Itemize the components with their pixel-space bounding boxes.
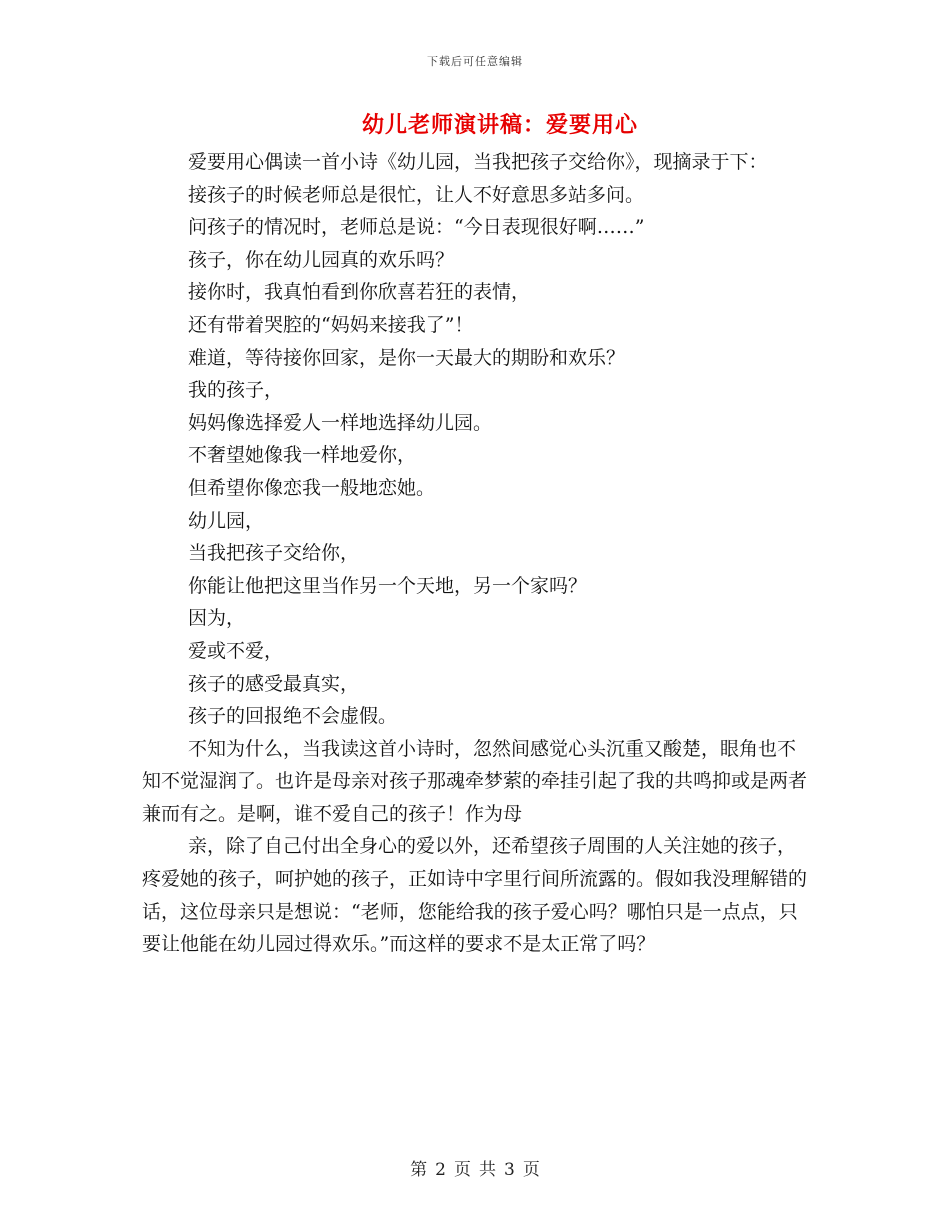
footer-total-pages: 3 xyxy=(504,1160,515,1180)
poem-line: 不奢望她像我一样地爱你， xyxy=(188,444,417,467)
page-footer xyxy=(0,1155,950,1180)
poem-line: 你能让他把这里当作另一个天地，另一个家吗？ xyxy=(188,574,588,597)
poem-line: 孩子的感受最真实， xyxy=(188,672,360,695)
poem-line: 但希望你像恋我一般地恋她。 xyxy=(188,476,436,499)
poem-line: 妈妈像选择爱人一样地选择幼儿园。 xyxy=(188,411,493,434)
intro-paragraph: 爱要用心偶读一首小诗《幼儿园，当我把孩子交给你》，现摘录于下： xyxy=(188,151,768,173)
poem xyxy=(142,179,810,733)
poem-line: 当我把孩子交给你， xyxy=(188,542,360,565)
document-body xyxy=(142,146,810,961)
poem-line: 幼儿园， xyxy=(188,509,265,532)
poem-line: 我的孩子， xyxy=(188,379,284,402)
footer-label-prefix: 第 xyxy=(410,1160,428,1180)
poem-line: 因为， xyxy=(188,607,246,630)
poem-line: 孩子的回报绝不会虚假。 xyxy=(188,705,398,728)
footer-label-page-end: 页 xyxy=(522,1160,540,1180)
poem-line: 问孩子的情况时，老师总是说：“今日表现很好啊……” xyxy=(188,216,645,239)
poem-line: 爱或不爱， xyxy=(188,639,284,662)
body-paragraph-1: 不知为什么，当我读这首小诗时，忽然间感觉心头沉重又酸楚，眼角也不知不觉湿润了。也许是母亲对孩子那魂牵梦萦的牵挂引起了我的共鸣抑或是两者兼而有之。是啊，谁不爱自己的孩子！作为母 xyxy=(142,737,808,825)
header-note: 下载后可任意编辑 xyxy=(427,55,523,68)
poem-line: 孩子，你在幼儿园真的欢乐吗？ xyxy=(188,248,455,271)
body-paragraph-2: 亲，除了自己付出全身心的爱以外，还希望孩子周围的人关注她的孩子，疼爱她的孩子，呵护她的孩子，正如诗中字里行间所流露的。假如我没理解错的话，这位母亲只是想说：“老师，您能给我的孩子爱心吗？哪怕只是一点点，只要让他能在幼儿园过得欢乐。”而这样的要求不是太正常了吗？ xyxy=(142,835,808,956)
footer-current-page: 2 xyxy=(435,1160,446,1180)
document-title: 幼儿老师演讲稿：爱要用心 xyxy=(361,112,638,138)
poem-line: 接孩子的时候老师总是很忙，让人不好意思多站多问。 xyxy=(188,183,645,206)
footer-label-total: 共 xyxy=(479,1160,496,1180)
poem-line: 难道，等待接你回家，是你一天最大的期盼和欢乐？ xyxy=(188,346,626,369)
footer-label-page: 页 xyxy=(454,1160,471,1180)
poem-line: 接你时，我真怕看到你欣喜若狂的表情， xyxy=(188,281,531,304)
poem-line: 还有带着哭腔的“妈妈来接我了”！ xyxy=(188,313,474,336)
